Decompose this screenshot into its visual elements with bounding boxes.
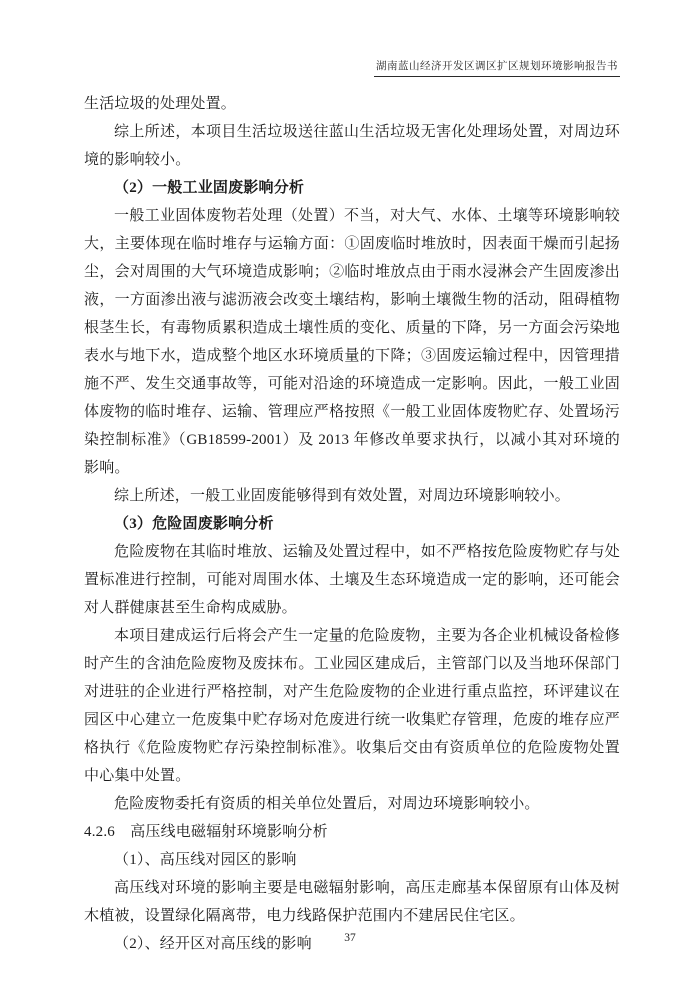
sub-heading: （2）、经开区对高压线的影响 bbox=[114, 936, 312, 952]
sub-heading: （1）、高压线对园区的影响 bbox=[114, 852, 297, 868]
bold-heading: （3）危险固废影响分析 bbox=[114, 516, 274, 532]
body-paragraph: 一般工业固体废物若处理（处置）不当，对大气、水体、土壤等环境影响较大，主要体现在临时堆存与运输方面：①固废临时堆放时，因表面干燥而引起扬尘，会对周围的大气环境造成影响；②临时堆放点由于雨水浸淋会产生固废渗出液，一方面渗出液与滤沥液会改变土壤结构，影响土壤微生物的活动，阻碍植物根茎生长，有毒物质累积造成土壤性质的变化、质量的下降，另一方面会污染地表水与地下水，造成整个地区水环境质量的下降；③固废运输过程中，因管理措施不严、发生交通事故等，可能对沿途的环境造成一定影响。因此，一般工业固体废物的临时堆存、运输、管理应严格按照《一般工业固体废物贮存、处置场污染控制标准》（GB18599-2001）及 2013 年修改单要求执行，以减小其对环境的影响。 bbox=[84, 208, 620, 476]
body-paragraph: 综上所述，一般工业固废能够得到有效处置，对周边环境影响较小。 bbox=[114, 488, 571, 504]
page-footer bbox=[0, 932, 700, 944]
bold-heading: （2）一般工业固废影响分析 bbox=[114, 180, 305, 196]
header-title: 湖南蓝山经济开发区调区扩区规划环境影响报告书 bbox=[374, 58, 620, 77]
page-number: 37 bbox=[344, 932, 356, 944]
body-paragraph: 综上所述，本项目生活垃圾送往蓝山生活垃圾无害化处理场处置，对周边环境的影响较小。 bbox=[84, 124, 620, 168]
body-paragraph: 生活垃圾的处理处置。 bbox=[84, 96, 237, 112]
body-paragraph: 高压线对环境的影响主要是电磁辐射影响，高压走廊基本保留原有山体及树木植被，设置绿化隔离带，电力线路保护范围内不建居民住宅区。 bbox=[84, 880, 620, 924]
body-paragraph: 危险废物在其临时堆放、运输及处置过程中，如不严格按危险废物贮存与处置标准进行控制，可能对周围水体、土壤及生态环境造成一定的影响，还可能会对人群健康甚至生命构成威胁。 bbox=[84, 544, 620, 616]
page-header bbox=[84, 56, 620, 77]
document-body bbox=[84, 90, 620, 958]
body-paragraph: 危险废物委托有资质的相关单位处置后，对周边环境影响较小。 bbox=[114, 796, 540, 812]
body-paragraph: 本项目建成运行后将会产生一定量的危险废物，主要为各企业机械设备检修时产生的含油危险废物及废抹布。工业园区建成后，主管部门以及当地环保部门对进驻的企业进行严格控制，对产生危险废物的企业进行重点监控，环评建议在园区中心建立一危废集中贮存场对危废进行统一收集贮存管理，危废的堆存应严格执行《危险废物贮存污染控制标准》。收集后交由有资质单位的危险废物处置中心集中处置。 bbox=[84, 628, 620, 784]
section-heading: 4.2.6 高压线电磁辐射环境影响分析 bbox=[84, 824, 328, 840]
